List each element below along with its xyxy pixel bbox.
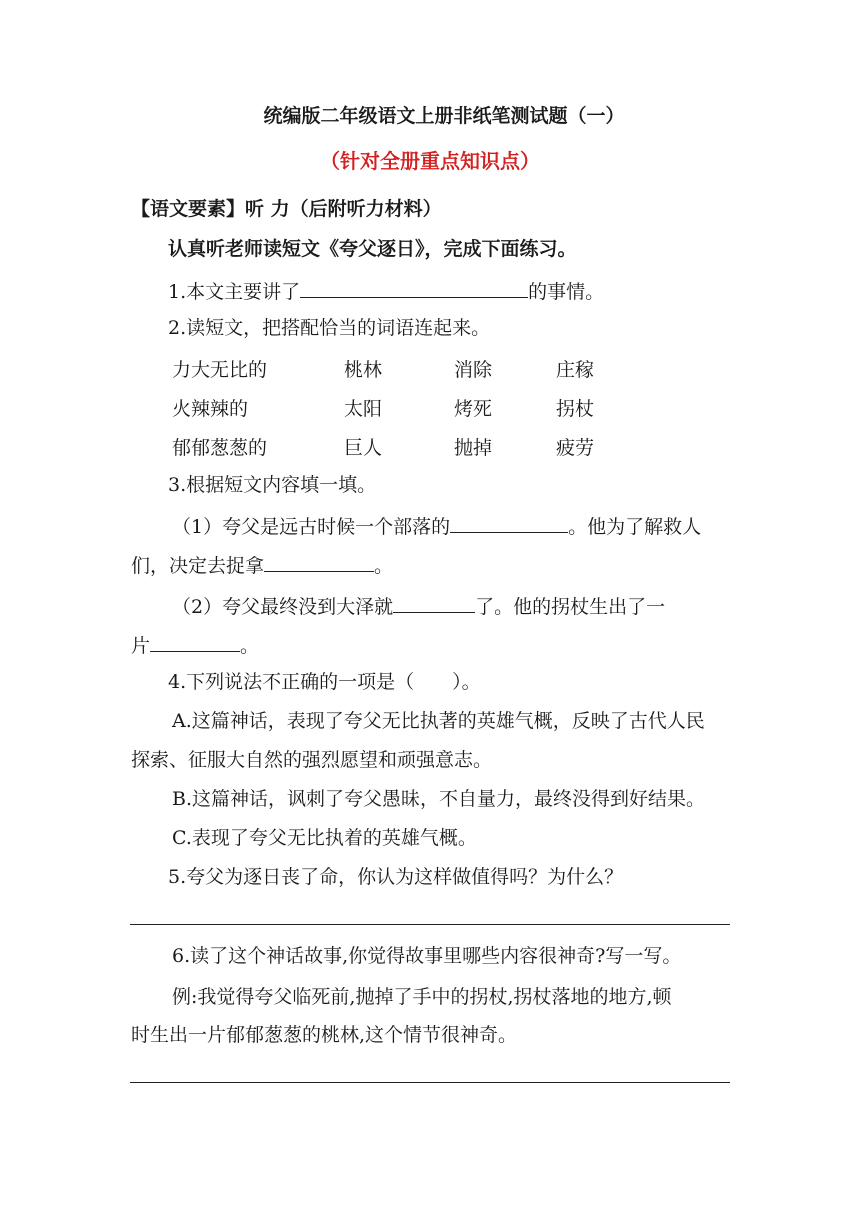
match-word[interactable]: 巨人	[344, 437, 383, 459]
question-2: 2.读短文，把搭配恰当的词语连起来。	[168, 317, 491, 339]
question-1	[168, 277, 604, 304]
match-word[interactable]: 烤死	[454, 398, 493, 420]
question-1-blank[interactable]	[300, 277, 528, 298]
option-a[interactable]: A.这篇神话，表现了夸父无比执著的英雄气概，反映了古代人民	[172, 710, 705, 732]
question-3-part-2	[172, 592, 665, 619]
option-b[interactable]: B.这篇神话，讽刺了夸父愚昧，不自量力，最终没得到好结果。	[172, 788, 706, 810]
q3-p2-text-2: 了。他的拐杖生出了一	[475, 596, 666, 618]
page-title: 统编版二年级语文上册非纸笔测试题（一）	[263, 105, 625, 127]
question-3: 3.根据短文内容填一填。	[168, 474, 377, 496]
example-text-cont: 时生出一片郁郁葱葱的桃林,这个情节很神奇。	[131, 1024, 518, 1046]
question-1-prefix: 1.本文主要讲了	[168, 281, 301, 303]
match-row	[172, 394, 732, 418]
option-c[interactable]: C.表现了夸父无比执着的英雄气概。	[172, 827, 477, 849]
q3-p1-text-2: 。他为了解救人	[568, 516, 702, 538]
section-heading: 【语文要素】听 力（后附听力材料）	[131, 198, 442, 220]
question-3-part-1	[172, 512, 701, 539]
q3-blank-died[interactable]	[393, 592, 475, 613]
example-text: 例:我觉得夸父临死前,抛掉了手中的拐杖,拐杖落地的地方,顿	[172, 986, 672, 1008]
page-subtitle: （针对全册重点知识点）	[320, 149, 540, 173]
q3-p1-text-3: 们，决定去捉拿	[131, 555, 265, 577]
answer-line-5[interactable]	[130, 924, 730, 925]
q3-p1-text: （1）夸父是远古时候一个部落的	[172, 516, 451, 538]
match-word[interactable]: 疲劳	[556, 437, 595, 459]
question-3-part-2-cont	[131, 631, 259, 658]
match-word[interactable]: 抛掉	[454, 437, 493, 459]
q3-p1-text-4: 。	[374, 555, 394, 577]
q3-blank-forest[interactable]	[150, 631, 240, 652]
q3-blank-catch[interactable]	[264, 551, 374, 572]
question-3-part-1-cont	[131, 551, 393, 578]
match-word[interactable]: 消除	[454, 359, 493, 381]
match-word[interactable]: 太阳	[344, 398, 383, 420]
match-word[interactable]: 力大无比的	[172, 359, 268, 381]
match-word[interactable]: 火辣辣的	[172, 398, 249, 420]
question-5: 5.夸父为逐日丧了命，你认为这样做值得吗？为什么？	[168, 866, 624, 888]
q3-blank-tribe[interactable]	[450, 512, 568, 533]
match-word[interactable]: 拐杖	[556, 398, 595, 420]
match-row	[172, 355, 732, 379]
q3-p2-text-3: 片	[131, 635, 151, 657]
match-word[interactable]: 郁郁葱葱的	[172, 437, 268, 459]
q3-p2-text: （2）夸父最终没到大泽就	[172, 596, 394, 618]
q3-p2-text-4: 。	[240, 635, 260, 657]
question-6: 6.读了这个神话故事,你觉得故事里哪些内容很神奇?写一写。	[172, 945, 682, 967]
match-row	[172, 433, 732, 457]
instruction-text: 认真听老师读短文《夸父逐日》，完成下面练习。	[168, 238, 577, 260]
question-4: 4.下列说法不正确的一项是（ ）。	[168, 671, 481, 693]
match-word[interactable]: 庄稼	[556, 359, 595, 381]
match-word[interactable]: 桃林	[344, 359, 383, 381]
answer-line-6[interactable]	[130, 1082, 730, 1083]
option-a-cont[interactable]: 探索、征服大自然的强烈愿望和顽强意志。	[131, 749, 493, 771]
question-1-suffix: 的事情。	[528, 281, 605, 303]
